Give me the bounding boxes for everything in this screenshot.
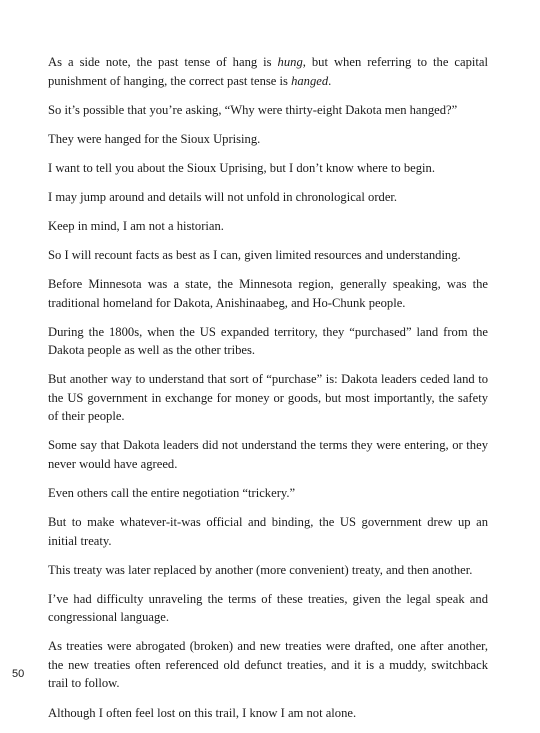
paragraph	[48, 275, 488, 312]
text-run: , but when referring to the capital punishment of hanging, the correct past tense is	[48, 55, 488, 88]
paragraph	[48, 704, 488, 723]
paragraph	[48, 53, 488, 90]
text-run: I’ve had difficulty unraveling the terms of these treaties, given the legal speak and congressional language.	[48, 591, 488, 625]
text-run: But another way to understand that sort of “purchase” is: Dakota leaders ceded land to the US government in exchange for money or goods, but most importantly, the safety of their people.	[48, 372, 488, 424]
text-run: As treaties were abrogated (broken) and new treaties were drafted, one after another, the new treaties often referenced old defunct treaties, and it is a muddy, switchback trail to follow.	[48, 639, 488, 691]
paragraph	[48, 246, 488, 265]
paragraph	[48, 561, 488, 580]
text-run: So it’s possible that you’re asking, “Why were thirty-eight Dakota men hanged?”	[48, 102, 458, 117]
text-run: This treaty was later replaced by another (more convenient) treaty, and then another.	[48, 562, 473, 577]
page-number: 50	[12, 668, 25, 680]
paragraph	[48, 188, 488, 207]
text-run: Some say that Dakota leaders did not understand the terms they were entering, or they never would have agreed.	[48, 438, 488, 471]
text-run: .	[328, 73, 332, 88]
paragraph	[48, 590, 488, 627]
text-run: During the 1800s, when the US expanded territory, they “purchased” land from the Dakota people as well as the other tribes.	[48, 324, 488, 358]
paragraph	[48, 101, 488, 120]
paragraph	[48, 159, 488, 178]
text-run: I may jump around and details will not unfold in chronological order.	[48, 189, 398, 204]
text-run: Keep in mind, I am not a historian.	[48, 218, 224, 233]
paragraph	[48, 513, 488, 550]
text-run: But to make whatever-it-was official and binding, the US government drew up an initial treaty.	[48, 515, 488, 548]
paragraph	[48, 436, 488, 473]
text-run: So I will recount facts as best as I can, given limited resources and understanding.	[48, 248, 461, 263]
italic-text: hanged	[291, 73, 329, 88]
text-run: Although I often feel lost on this trail, I know I am not alone.	[48, 705, 357, 720]
paragraph	[48, 217, 488, 236]
text-run: Before Minnesota was a state, the Minnesota region, generally speaking, was the traditional homeland for Dakota, Anishinaabeg, and Ho-Chunk people.	[48, 277, 488, 310]
text-run: They were hanged for the Sioux Uprising.	[48, 131, 261, 146]
text-run: As a side note, the past tense of hang is	[48, 55, 278, 69]
paragraph	[48, 323, 488, 360]
text-run: I want to tell you about the Sioux Uprising, but I don’t know where to begin.	[48, 160, 435, 175]
italic-text: hung	[277, 55, 303, 69]
paragraph	[48, 370, 488, 426]
text-run: Even others call the entire negotiation “trickery.”	[48, 486, 296, 501]
paragraph	[48, 130, 488, 149]
paragraph	[48, 637, 488, 693]
paragraph	[48, 484, 488, 503]
body-text	[48, 53, 488, 733]
